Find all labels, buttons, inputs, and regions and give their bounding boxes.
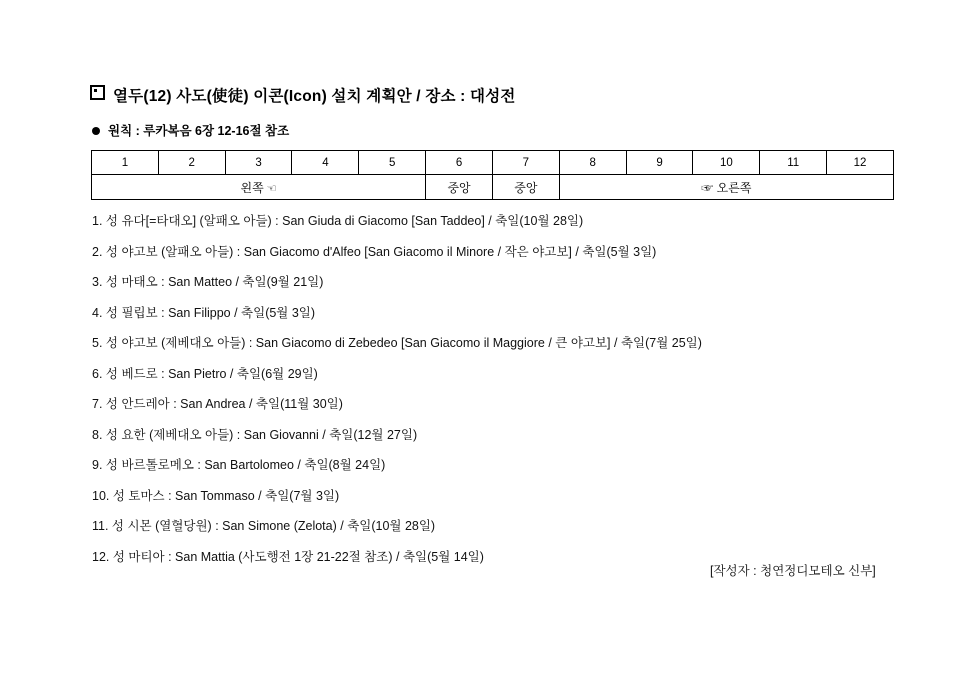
icon-placement-table — [91, 150, 894, 200]
table-row-positions — [92, 175, 894, 200]
table-row-numbers — [92, 151, 894, 175]
table-cell-number: 3 — [225, 151, 292, 175]
list-item: 3. 성 마태오 : San Matteo / 축일(9월 21일) — [92, 275, 324, 289]
list-item: 8. 성 요한 (제베대오 아들) : San Giovanni / 축일(12월 27일) — [92, 427, 418, 442]
square-bullet-icon — [90, 85, 105, 100]
list-item: 10. 성 토마스 : San Tommaso / 축일(7월 3일) — [92, 488, 340, 503]
table-cell-number: 10 — [693, 151, 760, 175]
document-subtitle-text: 원칙 : 루카복음 6장 12-16절 참조 — [108, 124, 290, 138]
round-bullet-icon — [92, 127, 100, 135]
list-item: 6. 성 베드로 : San Pietro / 축일(6월 29일) — [92, 366, 318, 381]
table-cell-number: 9 — [626, 151, 693, 175]
pointing-hand-right-icon: ☞ — [701, 180, 717, 195]
apostle-list — [92, 214, 902, 580]
position-label-left: 왼쪽 — [240, 180, 264, 195]
table-cell-position-left — [92, 175, 426, 200]
table-cell-number: 2 — [158, 151, 225, 175]
list-item: 2. 성 야고보 (알패오 아들) : San Giacomo d'Alfeo [San Giacomo il Minore / 작은 야고보] / 축일(5월 3일) — [92, 244, 657, 259]
page-title-text: 열두(12) 사도(使徒) 이콘(Icon) 설치 계획안 / 장소 : 대성전 — [113, 88, 516, 105]
table-cell-number: 4 — [292, 151, 359, 175]
document-subtitle — [92, 121, 289, 139]
position-label-right: 오른쪽 — [716, 180, 752, 195]
list-item: 12. 성 마티아 : San Mattia (사도행전 1장 21-22절 참조) / 축일(5월 14일) — [92, 549, 484, 564]
table-cell-number: 6 — [426, 151, 493, 175]
list-item: 5. 성 야고보 (제베대오 아들) : San Giacomo di Zebedeo [San Giacomo il Maggiore / 큰 야고보] / 축일(7월 25일) — [92, 336, 702, 350]
table-cell-number: 12 — [827, 151, 894, 175]
table-cell-position-right — [559, 175, 893, 200]
table-cell-position-center-1: 중앙 — [426, 175, 493, 200]
table-cell-number: 1 — [92, 151, 159, 175]
table-cell-number: 7 — [492, 151, 559, 175]
list-item: 9. 성 바르톨로메오 : San Bartolomeo / 축일(8월 24일) — [92, 458, 386, 472]
page-title — [90, 84, 516, 106]
list-item: 7. 성 안드레아 : San Andrea / 축일(11월 30일) — [92, 397, 343, 411]
list-item: 4. 성 필립보 : San Filippo / 축일(5월 3일) — [92, 305, 316, 320]
list-item: 1. 성 유다[=타대오] (알패오 아들) : San Giuda di Giacomo [San Taddeo] / 축일(10월 28일) — [92, 214, 584, 228]
table-cell-number: 5 — [359, 151, 426, 175]
list-item: 11. 성 시몬 (열혈당원) : San Simone (Zelota) / 축일(10월 28일) — [92, 519, 436, 533]
author-note: [작성자 : 청연정디모테오 신부] — [710, 564, 876, 578]
pointing-hand-left-icon: ☜ — [263, 182, 277, 195]
table-cell-position-center-2: 중앙 — [492, 175, 559, 200]
table-cell-number: 11 — [760, 151, 827, 175]
table-cell-number: 8 — [559, 151, 626, 175]
